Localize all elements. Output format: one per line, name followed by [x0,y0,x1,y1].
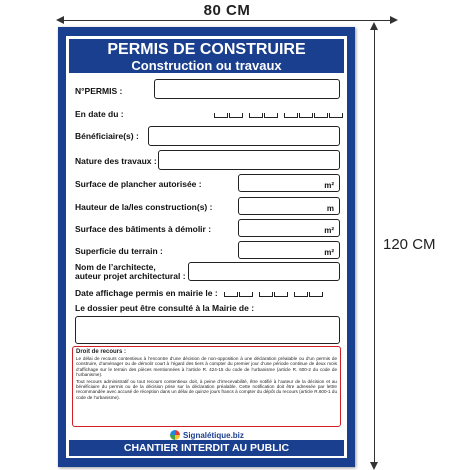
sign-title: PERMIS DE CONSTRUIRE [107,41,306,58]
legal-paragraph-1: Le délai de recours contentieux à l’encontre d’une décision de non-opposition à une déclaration préalable ou d’un permis de construire, d’aménager ou de démolir court à l’égard des tiers à compter du premier jour d’une période continue de deux mois d’affichage sur le terrain des pièces mentionnées à l’article R. 424-15 du code de l’urbanisme (article R. 600-2 du code de l’urbanisme). [76,356,337,378]
unit-m2: m² [324,181,334,190]
architecte-field[interactable] [188,262,340,281]
legal-paragraph-2: Tout recours administratif ou tout recours contentieux doit, à peine d’irrecevabilité, être notifié à l’auteur de la décision et au bénéficiaire du permis ou de la décision prise sur la déclaration préalable. Cette notification doit être adressée par lettre recommandée avec accusé de réception dans un délai de quinze jours francs à compter du dépôt du recours (article R.600-1 du code de l’urbanisme). [76,378,337,400]
surface-plancher-field[interactable] [238,174,340,192]
arrow-down-icon [370,462,378,470]
date-label: En date du : [75,109,124,119]
surface-demolir-label: Surface des bâtiments à démolir : [75,224,212,234]
arrow-left-icon [56,16,64,24]
consulte-field[interactable] [75,316,340,344]
width-line [58,20,396,21]
sign-subtitle: Construction ou travaux [131,58,282,73]
date-ticks[interactable] [214,113,344,119]
affichage-date-ticks[interactable] [224,292,324,298]
sign-footer: CHANTIER INTERDIT AU PUBLIC [69,440,344,456]
legal-notice [72,346,341,427]
surface-demolir-field[interactable] [238,219,340,237]
beneficiaire-label: Bénéficiaire(s) : [75,131,139,141]
width-dimension [58,0,396,24]
architecte-label-line2: auteur projet architectural : [75,271,186,281]
permis-field[interactable] [154,79,340,99]
superficie-label: Superficie du terrain : [75,246,163,256]
unit-m: m [326,204,334,213]
superficie-field[interactable] [238,241,340,259]
consulte-label: Le dossier peut être consulté à la Mairie de : [75,303,255,313]
permit-sign [58,27,355,467]
brand-text: Signalétique.biz [183,430,244,440]
unit-m2: m² [324,248,334,257]
sign-header [69,39,344,73]
unit-m2: m² [324,226,334,235]
height-line [374,26,375,466]
height-label: 120 CM [383,236,436,253]
nature-field[interactable] [158,150,340,170]
arrow-up-icon [370,22,378,30]
architecte-label-line1: Nom de l’architecte, [75,262,156,272]
width-label: 80 CM [203,2,251,19]
brand-icon [170,430,180,440]
permis-label: N°PERMIS : [75,86,123,96]
hauteur-field[interactable] [238,197,340,215]
hauteur-label: Hauteur de la/les construction(s) : [75,202,213,212]
nature-label: Nature des travaux : [75,156,157,166]
beneficiaire-field[interactable] [148,126,340,146]
legal-heading: Droit de recours : [76,349,127,355]
sign-panel [66,36,347,458]
surface-plancher-label: Surface de plancher autorisée : [75,179,202,189]
affichage-label: Date affichage permis en mairie le : [75,288,218,298]
